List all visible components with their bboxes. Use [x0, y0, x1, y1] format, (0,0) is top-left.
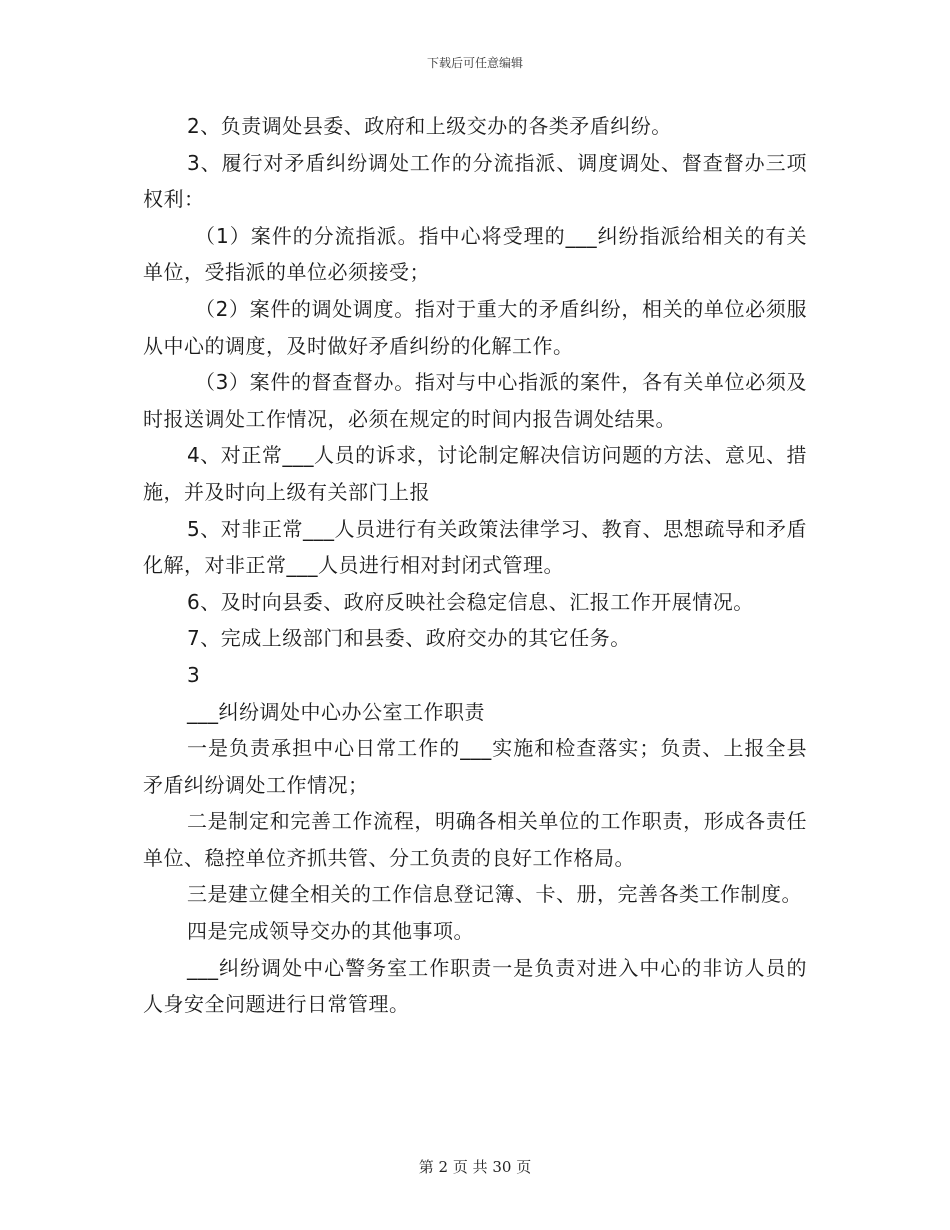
paragraph: （3）案件的督查督办。指对与中心指派的案件，各有关单位必须及时报送调处工作情况，必须在规定的时间内报告调处结果。 [143, 370, 807, 431]
paragraph: 二是制定和完善工作流程，明确各相关单位的工作职责，形成各责任单位、稳控单位齐抓共管、分工负责的良好工作格局。 [143, 809, 807, 870]
paragraph: 2、负责调处县委、政府和上级交办的各类矛盾纠纷。 [187, 114, 672, 138]
section-number: 3 [187, 662, 201, 687]
paragraph: 一是负责承担中心日常工作的___实施和检查落实；负责、上报全县矛盾纠纷调处工作情况； [143, 736, 807, 797]
document-body [143, 108, 807, 1023]
paragraph: 7、完成上级部门和县委、政府交办的其它任务。 [187, 626, 631, 651]
paragraph: 6、及时向县委、政府反映社会稳定信息、汇报工作开展情况。 [187, 589, 754, 614]
paragraph: （2）案件的调处调度。指对于重大的矛盾纠纷，相关的单位必须服从中心的调度，及时做好矛盾纠纷的化解工作。 [143, 296, 807, 358]
paragraph: 四是完成领导交办的其他事项。 [187, 919, 474, 944]
paragraph: ___纠纷调处中心警务室工作职责一是负责对进入中心的非访人员的人身安全问题进行日常管理。 [143, 955, 807, 1017]
paragraph: 3、履行对矛盾纠纷调处工作的分流指派、调度调处、督查督办三项权利： [143, 150, 807, 212]
page-footer: 第 2 页 共 30 页 [418, 1158, 532, 1176]
paragraph: 5、对非正常___人员进行有关政策法律学习、教育、思想疏导和矛盾化解，对非正常___人员进行相对封闭式管理。 [143, 516, 807, 578]
page-header: 下载后可任意编辑 [426, 56, 523, 70]
paragraph: （1）案件的分流指派。指中心将受理的___纠纷指派给相关的有关单位，受指派的单位必须接受； [143, 223, 807, 285]
section-heading: ___纠纷调处中心办公室工作职责 [187, 699, 485, 724]
paragraph: 三是建立健全相关的工作信息登记簿、卡、册，完善各类工作制度。 [187, 882, 802, 907]
paragraph: 4、对正常___人员的诉求，讨论制定解决信访问题的方法、意见、措施，并及时向上级有关部门上报 [143, 443, 807, 504]
